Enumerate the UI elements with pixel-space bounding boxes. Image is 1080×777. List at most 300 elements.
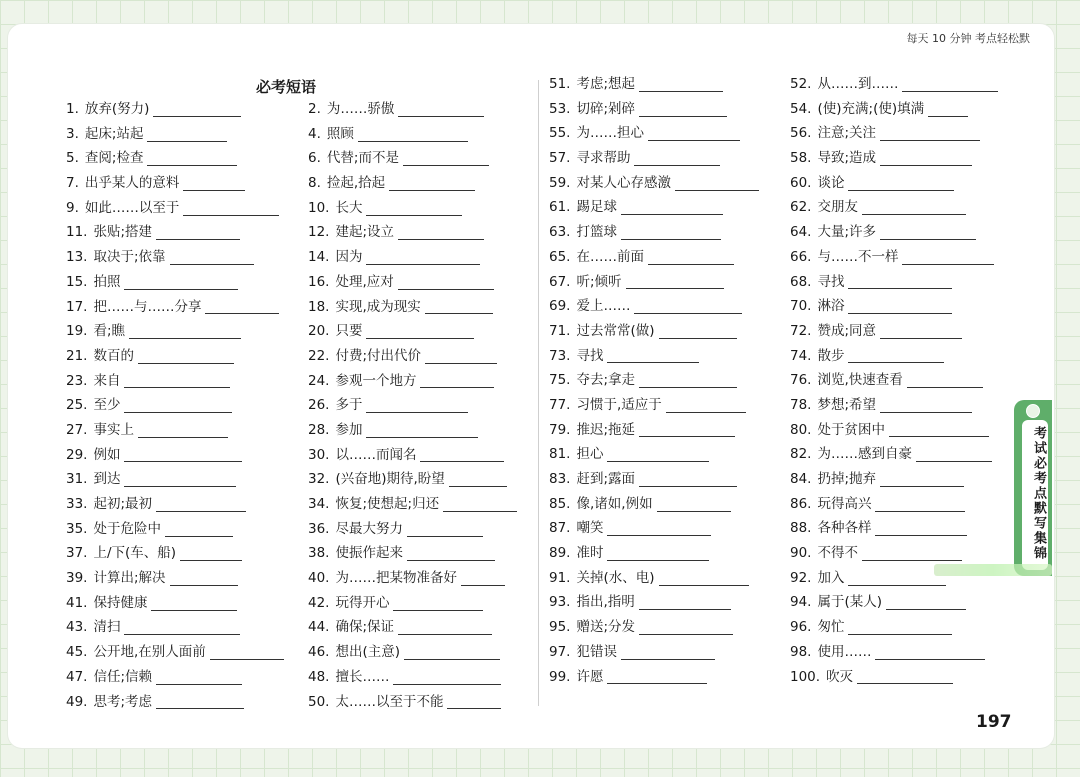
phrase-text: 使振作起来 xyxy=(335,545,403,562)
phrase-item xyxy=(790,590,998,615)
phrase-text: 从……到…… xyxy=(817,76,899,92)
phrase-number: 93. xyxy=(549,594,571,611)
phrase-text: 多于 xyxy=(335,397,363,414)
answer-blank[interactable] xyxy=(886,595,966,610)
phrase-number: 70. xyxy=(790,298,812,315)
answer-blank[interactable] xyxy=(407,522,483,537)
phrase-number: 34. xyxy=(308,496,330,512)
phrase-text: 为……把某物准备好 xyxy=(335,570,457,587)
phrase-item xyxy=(549,615,759,640)
phrase-text: 谈论 xyxy=(817,174,845,191)
phrase-item xyxy=(66,467,284,492)
answer-blank[interactable] xyxy=(666,398,746,413)
answer-blank[interactable] xyxy=(607,669,707,684)
phrase-number: 29. xyxy=(66,446,88,463)
column-3 xyxy=(549,72,759,689)
phrase-text: 处于危险中 xyxy=(93,520,161,537)
answer-blank[interactable] xyxy=(447,694,501,709)
phrase-text: 嘲笑 xyxy=(576,520,604,537)
answer-blank[interactable] xyxy=(675,176,759,191)
phrase-item xyxy=(308,640,517,665)
phrase-number: 33. xyxy=(66,496,88,512)
answer-blank[interactable] xyxy=(393,670,501,685)
answer-blank[interactable] xyxy=(153,102,241,117)
answer-blank[interactable] xyxy=(425,349,497,364)
phrase-item xyxy=(790,368,998,393)
phrase-text: 以……而闻名 xyxy=(335,446,417,463)
phrase-number: 83. xyxy=(549,471,571,487)
answer-blank[interactable] xyxy=(205,299,279,314)
phrase-item xyxy=(790,516,998,541)
column-divider xyxy=(538,80,539,706)
answer-blank[interactable] xyxy=(183,201,279,216)
phrase-item xyxy=(308,443,517,468)
answer-blank[interactable] xyxy=(848,571,946,586)
phrase-item xyxy=(549,590,759,615)
phrase-text: 过去常常(做) xyxy=(576,322,655,339)
answer-blank[interactable] xyxy=(366,201,462,216)
phrase-number: 72. xyxy=(790,322,812,339)
answer-blank[interactable] xyxy=(634,151,720,166)
phrase-text: (使)充满;(使)填满 xyxy=(817,100,925,117)
phrase-item xyxy=(66,443,284,468)
leaf-icon xyxy=(1026,404,1040,418)
phrase-number: 3. xyxy=(66,125,79,142)
phrase-item xyxy=(549,220,759,245)
answer-blank[interactable] xyxy=(165,522,233,537)
phrase-number: 52. xyxy=(790,76,812,92)
phrase-text: 想出(主意) xyxy=(335,644,401,661)
phrase-item xyxy=(308,615,517,640)
phrase-number: 98. xyxy=(790,643,812,660)
phrase-item xyxy=(66,615,284,640)
phrase-number: 64. xyxy=(790,224,812,241)
answer-blank[interactable] xyxy=(147,127,227,142)
answer-blank[interactable] xyxy=(607,521,711,536)
phrase-item xyxy=(790,665,998,690)
phrase-number: 10. xyxy=(308,199,330,216)
phrase-item xyxy=(66,196,284,221)
phrase-text: 属于(某人) xyxy=(817,594,883,611)
phrase-item xyxy=(790,615,998,640)
answer-blank[interactable] xyxy=(907,373,983,388)
phrase-number: 91. xyxy=(549,569,571,586)
phrase-item xyxy=(66,122,284,147)
phrase-item xyxy=(66,393,284,418)
answer-blank[interactable] xyxy=(124,275,238,290)
answer-blank[interactable] xyxy=(449,472,507,487)
answer-blank[interactable] xyxy=(639,595,731,610)
phrase-item xyxy=(66,270,284,295)
answer-blank[interactable] xyxy=(403,151,489,166)
phrase-item xyxy=(308,295,517,320)
phrase-item xyxy=(66,640,284,665)
phrase-number: 18. xyxy=(308,298,330,315)
phrase-item xyxy=(549,146,759,171)
phrase-number: 94. xyxy=(790,594,812,611)
phrase-text: 担心 xyxy=(576,446,604,463)
phrase-item xyxy=(549,418,759,443)
phrase-text: 在……前面 xyxy=(576,248,644,265)
answer-blank[interactable] xyxy=(607,447,709,462)
answer-blank[interactable] xyxy=(358,127,468,142)
answer-blank[interactable] xyxy=(880,126,980,141)
phrase-text: 准时 xyxy=(576,545,604,562)
answer-blank[interactable] xyxy=(848,274,952,289)
phrase-number: 37. xyxy=(66,545,88,562)
phrase-item xyxy=(308,344,517,369)
answer-blank[interactable] xyxy=(902,250,994,265)
side-tab-label: 考试必考点默写集锦 xyxy=(1031,426,1046,561)
answer-blank[interactable] xyxy=(170,250,254,265)
phrase-text: 夺去;拿走 xyxy=(576,372,636,389)
phrase-item xyxy=(308,171,517,196)
phrase-number: 58. xyxy=(790,150,812,167)
phrase-item xyxy=(66,541,284,566)
answer-blank[interactable] xyxy=(156,694,244,709)
answer-blank[interactable] xyxy=(621,200,723,215)
answer-blank[interactable] xyxy=(621,645,715,660)
phrase-text: 因为 xyxy=(335,249,363,266)
answer-blank[interactable] xyxy=(639,620,733,635)
phrase-text: 赠送;分发 xyxy=(576,619,636,636)
phrase-text: 事实上 xyxy=(93,421,134,438)
phrase-item xyxy=(308,492,517,517)
answer-blank[interactable] xyxy=(639,472,737,487)
phrase-number: 92. xyxy=(790,569,812,586)
phrase-item xyxy=(66,492,284,517)
phrase-item xyxy=(308,369,517,394)
answer-blank[interactable] xyxy=(639,77,723,92)
answer-blank[interactable] xyxy=(648,250,734,265)
phrase-text: 像,诸如,例如 xyxy=(576,495,653,512)
answer-blank[interactable] xyxy=(398,225,484,240)
phrase-number: 39. xyxy=(66,570,88,587)
phrase-number: 1. xyxy=(66,101,79,117)
phrase-item xyxy=(790,640,998,665)
phrase-number: 57. xyxy=(549,150,571,167)
phrase-number: 13. xyxy=(66,249,88,266)
answer-blank[interactable] xyxy=(124,620,240,635)
phrase-text: 拍照 xyxy=(93,273,121,290)
answer-blank[interactable] xyxy=(875,645,985,660)
answer-blank[interactable] xyxy=(124,447,242,462)
phrase-number: 90. xyxy=(790,545,812,562)
phrase-number: 86. xyxy=(790,495,812,512)
phrase-number: 36. xyxy=(308,520,330,537)
answer-blank[interactable] xyxy=(916,447,992,462)
answer-blank[interactable] xyxy=(170,571,238,586)
phrase-text: 长大 xyxy=(335,199,363,216)
phrase-number: 48. xyxy=(308,668,330,685)
phrase-item xyxy=(308,690,517,715)
phrase-text: 玩得高兴 xyxy=(817,495,872,512)
phrase-text: 踢足球 xyxy=(576,199,617,216)
answer-blank[interactable] xyxy=(880,398,972,413)
phrase-item xyxy=(549,541,759,566)
phrase-text: 捡起,拾起 xyxy=(326,175,386,192)
phrase-number: 73. xyxy=(549,347,571,364)
phrase-text: 思考;考虑 xyxy=(93,693,153,710)
answer-blank[interactable] xyxy=(461,571,505,586)
phrase-number: 76. xyxy=(790,372,812,389)
phrase-number: 71. xyxy=(549,322,571,339)
phrase-item xyxy=(308,393,517,418)
phrase-number: 85. xyxy=(549,495,571,512)
phrase-text: 听;倾听 xyxy=(576,273,622,290)
phrase-text: 指出,指明 xyxy=(576,594,635,611)
phrase-text: 数百的 xyxy=(93,347,134,364)
phrase-text: 吹灭 xyxy=(826,668,854,685)
phrase-number: 65. xyxy=(549,248,571,265)
phrase-text: 散步 xyxy=(817,347,845,364)
phrase-item xyxy=(308,418,517,443)
phrase-text: 爱上…… xyxy=(576,298,631,315)
phrase-item xyxy=(549,97,759,122)
phrase-item xyxy=(308,665,517,690)
answer-blank[interactable] xyxy=(129,324,241,339)
phrase-text: 使用…… xyxy=(817,643,872,660)
phrase-text: 加入 xyxy=(817,569,845,586)
phrase-item xyxy=(790,72,998,97)
answer-blank[interactable] xyxy=(183,176,245,191)
phrase-number: 38. xyxy=(308,545,330,562)
phrase-item xyxy=(790,195,998,220)
phrase-text: 梦想;希望 xyxy=(817,396,877,413)
answer-blank[interactable] xyxy=(138,349,234,364)
phrase-text: 参观一个地方 xyxy=(335,372,417,389)
answer-blank[interactable] xyxy=(425,299,493,314)
phrase-number: 62. xyxy=(790,199,812,216)
phrase-item xyxy=(549,245,759,270)
phrase-item xyxy=(308,270,517,295)
phrase-number: 30. xyxy=(308,446,330,463)
phrase-item xyxy=(549,516,759,541)
answer-blank[interactable] xyxy=(862,546,962,561)
phrase-number: 63. xyxy=(549,224,571,241)
answer-blank[interactable] xyxy=(138,423,228,438)
phrase-number: 44. xyxy=(308,619,330,636)
phrase-item xyxy=(308,245,517,270)
phrase-text: 实现,成为现实 xyxy=(335,298,421,315)
phrase-item xyxy=(790,121,998,146)
answer-blank[interactable] xyxy=(648,126,740,141)
answer-blank[interactable] xyxy=(443,497,517,512)
phrase-item xyxy=(549,368,759,393)
answer-blank[interactable] xyxy=(639,102,727,117)
phrase-item xyxy=(790,245,998,270)
answer-blank[interactable] xyxy=(156,225,240,240)
phrase-text: 至少 xyxy=(93,397,121,414)
answer-blank[interactable] xyxy=(124,398,232,413)
phrase-text: 太……以至于不能 xyxy=(335,693,444,710)
phrase-text: 处于贫困中 xyxy=(817,421,885,438)
column-1 xyxy=(66,97,284,714)
answer-blank[interactable] xyxy=(398,275,494,290)
phrase-number: 79. xyxy=(549,421,571,438)
phrase-item xyxy=(308,517,517,542)
answer-blank[interactable] xyxy=(393,596,483,611)
answer-blank[interactable] xyxy=(156,670,242,685)
answer-blank[interactable] xyxy=(366,423,478,438)
answer-blank[interactable] xyxy=(420,447,504,462)
phrase-item xyxy=(549,640,759,665)
phrase-number: 31. xyxy=(66,471,88,488)
phrase-number: 99. xyxy=(549,668,571,685)
phrase-text: 玩得开心 xyxy=(335,594,390,611)
answer-blank[interactable] xyxy=(657,497,731,512)
phrase-item xyxy=(790,418,998,443)
phrase-item xyxy=(66,591,284,616)
answer-blank[interactable] xyxy=(880,151,972,166)
phrase-text: 为……骄傲 xyxy=(326,101,395,117)
phrase-item xyxy=(549,344,759,369)
phrase-number: 35. xyxy=(66,520,88,537)
phrase-item xyxy=(66,665,284,690)
phrase-text: 照顾 xyxy=(326,125,354,142)
answer-blank[interactable] xyxy=(862,200,966,215)
phrase-item xyxy=(66,418,284,443)
answer-blank[interactable] xyxy=(848,348,944,363)
phrase-text: 取决于;依靠 xyxy=(93,249,166,266)
phrase-number: 96. xyxy=(790,619,812,636)
answer-blank[interactable] xyxy=(880,225,976,240)
phrase-item xyxy=(66,517,284,542)
answer-blank[interactable] xyxy=(124,373,230,388)
phrase-number: 59. xyxy=(549,174,571,191)
phrase-number: 61. xyxy=(549,199,571,216)
phrase-text: 为……感到自豪 xyxy=(817,446,912,463)
phrase-item xyxy=(549,195,759,220)
phrase-text: 赶到;露面 xyxy=(576,471,636,487)
phrase-item xyxy=(308,196,517,221)
phrase-text: 只要 xyxy=(335,323,363,340)
answer-blank[interactable] xyxy=(398,620,492,635)
phrase-number: 40. xyxy=(308,570,330,587)
phrase-item xyxy=(790,294,998,319)
phrase-number: 88. xyxy=(790,520,812,537)
phrase-text: (兴奋地)期待,盼望 xyxy=(335,471,445,488)
answer-blank[interactable] xyxy=(857,669,953,684)
phrase-number: 82. xyxy=(790,446,812,463)
answer-blank[interactable] xyxy=(404,645,500,660)
phrase-text: 起初;最初 xyxy=(93,496,153,512)
answer-blank[interactable] xyxy=(889,422,989,437)
answer-blank[interactable] xyxy=(607,348,699,363)
answer-blank[interactable] xyxy=(389,176,475,191)
answer-blank[interactable] xyxy=(407,546,495,561)
column-4 xyxy=(790,72,998,689)
phrase-text: 到达 xyxy=(93,471,121,488)
phrase-item xyxy=(66,369,284,394)
phrase-text: 信任;信赖 xyxy=(93,668,153,685)
answer-blank[interactable] xyxy=(151,596,237,611)
phrase-number: 42. xyxy=(308,594,330,611)
phrase-item xyxy=(308,220,517,245)
phrase-text: 为……担心 xyxy=(576,125,644,142)
answer-blank[interactable] xyxy=(366,398,468,413)
answer-blank[interactable] xyxy=(902,77,998,92)
answer-blank[interactable] xyxy=(210,645,284,660)
phrase-text: 交朋友 xyxy=(817,199,858,216)
phrase-item xyxy=(549,270,759,295)
answer-blank[interactable] xyxy=(659,324,737,339)
answer-blank[interactable] xyxy=(626,274,724,289)
column-2 xyxy=(308,97,517,714)
answer-blank[interactable] xyxy=(875,497,965,512)
phrase-number: 27. xyxy=(66,421,88,438)
phrase-number: 16. xyxy=(308,273,330,290)
section-title: 必考短语 xyxy=(256,78,317,96)
phrase-number: 41. xyxy=(66,594,88,611)
answer-blank[interactable] xyxy=(875,521,967,536)
answer-blank[interactable] xyxy=(607,546,709,561)
phrase-item xyxy=(549,319,759,344)
phrase-number: 67. xyxy=(549,273,571,290)
phrase-text: 确保;保证 xyxy=(335,619,395,636)
phrase-number: 15. xyxy=(66,273,88,290)
phrase-item xyxy=(308,566,517,591)
phrase-text: 习惯于,适应于 xyxy=(576,396,662,413)
answer-blank[interactable] xyxy=(147,151,237,166)
answer-blank[interactable] xyxy=(156,497,246,512)
answer-blank[interactable] xyxy=(398,102,484,117)
answer-blank[interactable] xyxy=(621,225,721,240)
answer-blank[interactable] xyxy=(124,472,236,487)
answer-blank[interactable] xyxy=(659,571,749,586)
answer-blank[interactable] xyxy=(634,299,742,314)
phrase-text: 公开地,在别人面前 xyxy=(93,644,206,661)
answer-blank[interactable] xyxy=(366,324,474,339)
answer-blank[interactable] xyxy=(639,373,737,388)
phrase-text: 例如 xyxy=(93,446,121,463)
answer-blank[interactable] xyxy=(848,620,952,635)
phrase-text: 查阅;检查 xyxy=(84,150,144,167)
phrase-number: 20. xyxy=(308,323,330,340)
phrase-item xyxy=(549,566,759,591)
answer-blank[interactable] xyxy=(848,176,954,191)
phrase-item xyxy=(66,97,284,122)
phrase-text: 恢复;使想起;归还 xyxy=(335,496,440,512)
phrase-text: 与……不一样 xyxy=(817,248,899,265)
phrase-text: 保持健康 xyxy=(93,594,148,611)
answer-blank[interactable] xyxy=(928,102,968,117)
phrase-item xyxy=(66,171,284,196)
answer-blank[interactable] xyxy=(420,373,494,388)
phrase-text: 把……与……分享 xyxy=(93,298,202,315)
phrase-text: 推迟;拖延 xyxy=(576,421,636,438)
phrase-number: 84. xyxy=(790,471,812,487)
phrase-item xyxy=(790,393,998,418)
phrase-text: 张贴;搭建 xyxy=(93,224,153,241)
answer-blank[interactable] xyxy=(848,299,952,314)
phrase-number: 2. xyxy=(308,101,321,117)
phrase-number: 97. xyxy=(549,643,571,660)
answer-blank[interactable] xyxy=(880,324,962,339)
page-number: 197 xyxy=(976,712,1012,732)
answer-blank[interactable] xyxy=(366,250,480,265)
answer-blank[interactable] xyxy=(880,472,964,487)
answer-blank[interactable] xyxy=(639,422,735,437)
phrase-item xyxy=(790,344,998,369)
phrase-number: 12. xyxy=(308,224,330,241)
phrase-item xyxy=(790,171,998,196)
phrase-number: 22. xyxy=(308,347,330,364)
phrase-number: 56. xyxy=(790,125,812,142)
phrase-text: 出乎某人的意料 xyxy=(84,175,180,192)
answer-blank[interactable] xyxy=(180,546,242,561)
phrase-number: 5. xyxy=(66,150,79,167)
